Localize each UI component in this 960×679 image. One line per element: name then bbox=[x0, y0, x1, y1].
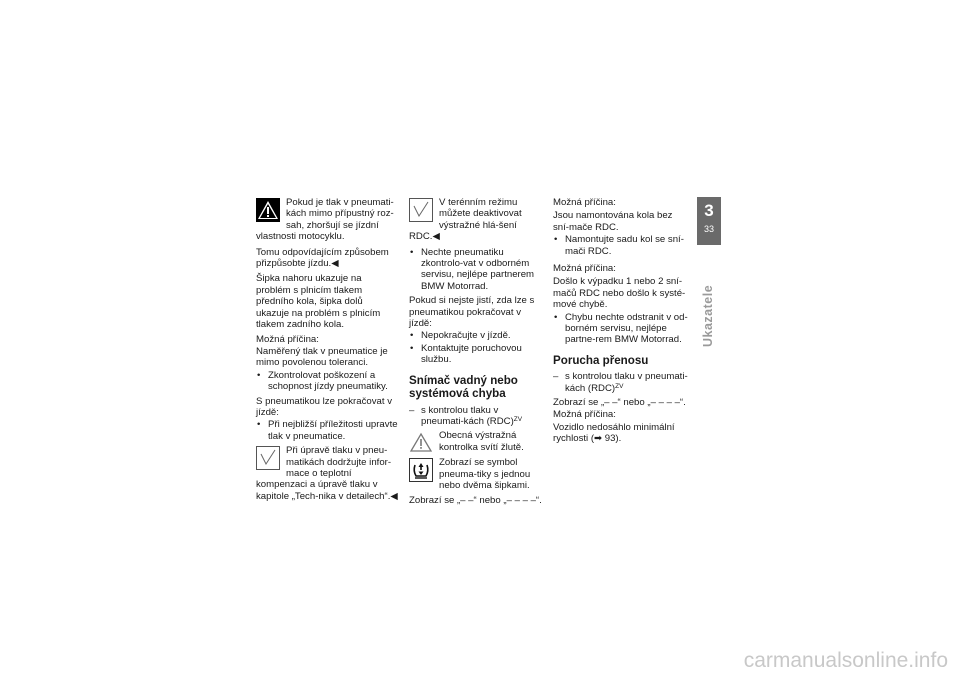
list-item: • Nepokračujte v jízdě. bbox=[409, 330, 543, 341]
column-1 bbox=[256, 197, 398, 506]
general-warning-lamp-icon bbox=[409, 431, 433, 455]
cause-text: Naměřený tlak v pneumatice je mimo povolenou toleranci. bbox=[256, 345, 388, 369]
arrow-explanation: Šipka nahoru ukazuje na problém s plnicím tlakem předního kola, šipka dolů ukazuje na problém s plnicím tlakem zadního kola. bbox=[256, 273, 381, 331]
cause-label: Možná příčina: bbox=[553, 408, 616, 420]
section-label: Ukazatele bbox=[701, 284, 715, 347]
column-2 bbox=[409, 197, 543, 511]
info-note bbox=[256, 445, 398, 502]
general-warning-note bbox=[409, 430, 543, 453]
section-heading: Porucha přenosu bbox=[553, 353, 649, 367]
list-item: • Namontujte sadu kol se sní-mači RDC. bbox=[553, 234, 689, 257]
list-item: • Kontaktujte poruchovou službu. bbox=[409, 343, 543, 366]
list-item: • Zkontrolovat poškození a schopnost jízdy pneumatiky. bbox=[256, 370, 398, 393]
tyre-pressure-icon bbox=[409, 458, 433, 482]
equipment-text: s kontrolou tlaku v pneumati-kách (RDC) bbox=[565, 371, 688, 394]
display-text: Zobrazí se „– –“ nebo „– – – –“. bbox=[409, 495, 542, 507]
cause-label: Možná příčina: bbox=[553, 197, 616, 208]
continue-text: S pneumatikou lze pokračovat v jízdě: bbox=[256, 395, 392, 418]
tyre-symbol-text: Zobrazí se symbol pneuma-tiky s jednou nebo dvěma šipkami. bbox=[439, 457, 531, 491]
equipment-note bbox=[553, 371, 689, 394]
dash-mark: – bbox=[409, 404, 415, 416]
cause-text bbox=[553, 422, 689, 445]
page-number: 33 bbox=[703, 224, 714, 234]
page-reference-link[interactable]: (➡ 93). bbox=[590, 433, 622, 445]
equipment-text: s kontrolou tlaku v pneumati-kách (RDC) bbox=[421, 404, 514, 427]
chapter-tab bbox=[697, 197, 721, 245]
general-warning-text: Obecná výstražná kontrolka svítí žlutě. bbox=[439, 430, 524, 453]
list-item: • Při nejbližší příležitosti upravte tlak v pneumatice. bbox=[256, 419, 398, 442]
equipment-note bbox=[409, 405, 543, 428]
cause-text: Jsou namontována kola bez sní-mače RDC. bbox=[553, 210, 673, 233]
optional-equipment-mark: ZV bbox=[615, 382, 624, 390]
tyre-symbol-note bbox=[409, 457, 543, 491]
info-note bbox=[409, 197, 543, 243]
warning-triangle-icon bbox=[256, 198, 280, 222]
cause-text-main: Vozidlo nedosáhlo minimální rychlosti bbox=[553, 421, 675, 445]
dash-mark: – bbox=[553, 371, 559, 383]
warning-note-text: Pokud je tlak v pneumati-kách mimo přípustný roz-sah, zhoršují se jízdní vlastnosti motocyklu. bbox=[256, 197, 394, 243]
display-text: Zobrazí se „– –“ nebo „– – – –“. bbox=[553, 397, 686, 409]
list-item: • Nechte pneumatiku zkontrolo-vat v odborném servisu, nejlépe partnerem BMW Motorrad. bbox=[409, 247, 543, 293]
cause-label: Možná příčina: bbox=[553, 263, 616, 275]
info-note-text: V terénním režimu můžete deaktivovat výstražné hlá-šení RDC.◀ bbox=[409, 197, 522, 243]
warning-note-text-2: Tomu odpovídajícím způsobem přizpůsobte jízdu.◀ bbox=[256, 246, 389, 270]
info-check-icon bbox=[409, 198, 433, 222]
cause-label: Možná příčina: bbox=[256, 334, 319, 346]
section-heading: Snímač vadný nebo systémová chyba bbox=[409, 373, 518, 401]
optional-equipment-mark: ZV bbox=[513, 415, 523, 423]
cause-text: Došlo k výpadku 1 nebo 2 sní-mačů RDC nebo došlo k systé-mové chybě. bbox=[553, 276, 686, 311]
unsure-text: Pokud si nejste jistí, zda lze s pneumatikou pokračovat v jízdě: bbox=[409, 295, 535, 330]
watermark: carmanualsonline.info bbox=[743, 649, 948, 672]
info-check-icon bbox=[256, 446, 280, 470]
list-item: • Chybu nechte odstranit v od-borném servisu, nejlépe partne-rem BMW Motorrad. bbox=[553, 312, 689, 346]
column-3 bbox=[553, 197, 689, 449]
warning-note bbox=[256, 197, 398, 243]
info-note-text: Při úpravě tlaku v pneu-matikách dodržujte infor-mace o teplotní kompenzaci a úpravě tlaku v kapitole „Tech-nika v detailech“.◀ bbox=[256, 445, 398, 502]
chapter-number: 3 bbox=[704, 201, 714, 220]
